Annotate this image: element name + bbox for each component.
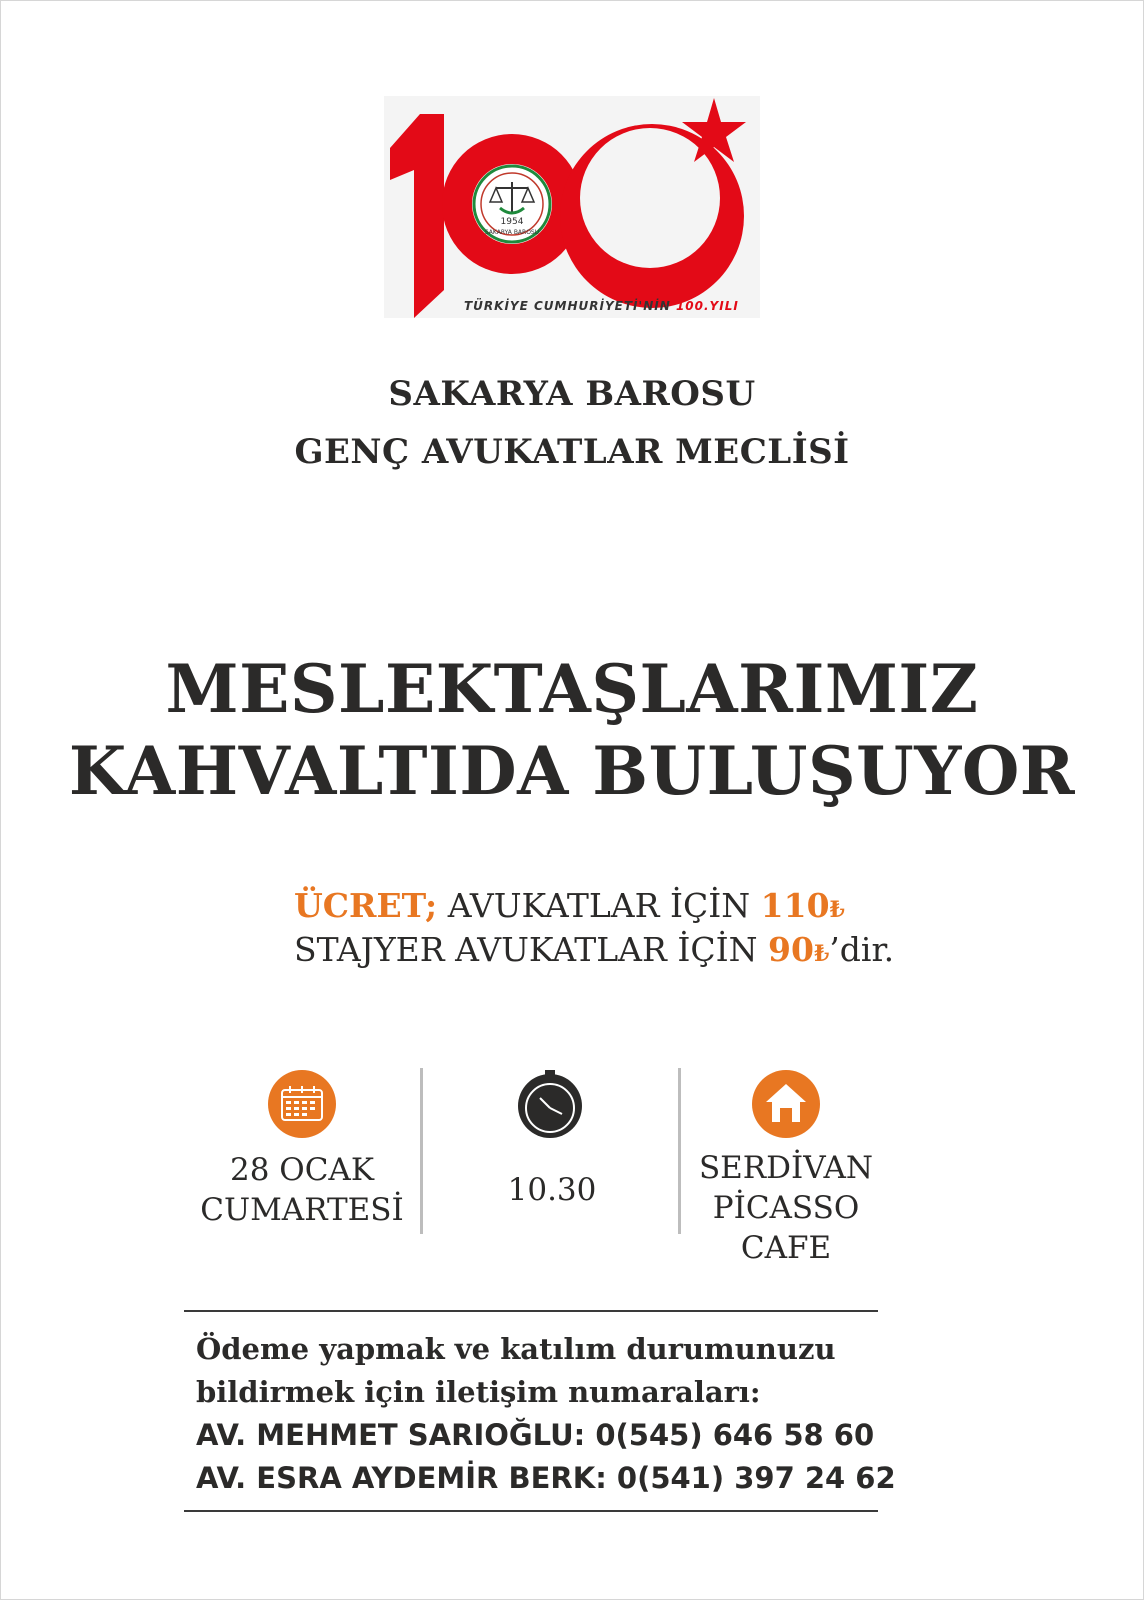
fee-suffix: ’dir.: [829, 930, 895, 969]
fee-lawyers: [294, 886, 845, 925]
divider-bottom: [184, 1510, 878, 1512]
fee-trainees: [294, 930, 894, 969]
divider-top: [184, 1310, 878, 1312]
contact-intro-line1: Ödeme yapmak ve katılım durumunuzu: [196, 1332, 836, 1366]
event-date-weekday: CUMARTESİ: [200, 1192, 404, 1228]
fee-trainee-price: 90: [768, 930, 814, 969]
svg-text:SAKARYA BAROSU: SAKARYA BAROSU: [484, 229, 540, 236]
bar-seal-icon: [474, 166, 550, 242]
headline-line1: MESLEKTAŞLARIMIZ: [165, 650, 979, 728]
event-place-type: CAFE: [740, 1230, 832, 1266]
fee-lawyers-text: AVUKATLAR İÇİN: [447, 886, 751, 925]
fee-trainee-text: STAJYER AVUKATLAR İÇİN: [294, 930, 758, 969]
svg-text:1954: 1954: [500, 217, 524, 227]
organizer-council: GENÇ AVUKATLAR MECLİSİ: [294, 432, 850, 472]
event-date-day: 28 OCAK: [230, 1152, 374, 1188]
event-place-district: SERDİVAN: [698, 1150, 874, 1186]
contact-block: [196, 1328, 896, 1500]
logo-tagline: TÜRKİYE CUMHURİYETİ'NİN 100.YILI: [464, 299, 739, 313]
event-time: 10.30: [507, 1172, 597, 1208]
calendar-icon: [268, 1070, 336, 1138]
event-place-venue: PİCASSO: [712, 1190, 860, 1226]
lira-symbol: ₺: [813, 941, 830, 967]
event-date: [196, 1150, 408, 1230]
event-place: [684, 1148, 888, 1268]
contact-intro-line2: bildirmek için iletişim numaraları:: [196, 1375, 761, 1409]
centenary-logo: [384, 96, 760, 318]
divider: [420, 1068, 423, 1234]
home-icon: [752, 1070, 820, 1138]
stopwatch-icon: [516, 1070, 584, 1138]
divider: [678, 1068, 681, 1234]
contact-person-1: AV. MEHMET SARIOĞLU: 0(545) 646 58 60: [196, 1418, 875, 1452]
organizer-name: SAKARYA BAROSU: [388, 374, 756, 414]
fee-lawyers-price: 110: [760, 886, 830, 925]
lira-symbol: ₺: [829, 897, 845, 923]
contact-person-2: AV. ESRA AYDEMİR BERK: 0(541) 397 24 62: [196, 1461, 896, 1495]
headline-line2: KAHVALTIDA BULUŞUYOR: [68, 732, 1076, 810]
fee-label: ÜCRET;: [294, 886, 438, 925]
